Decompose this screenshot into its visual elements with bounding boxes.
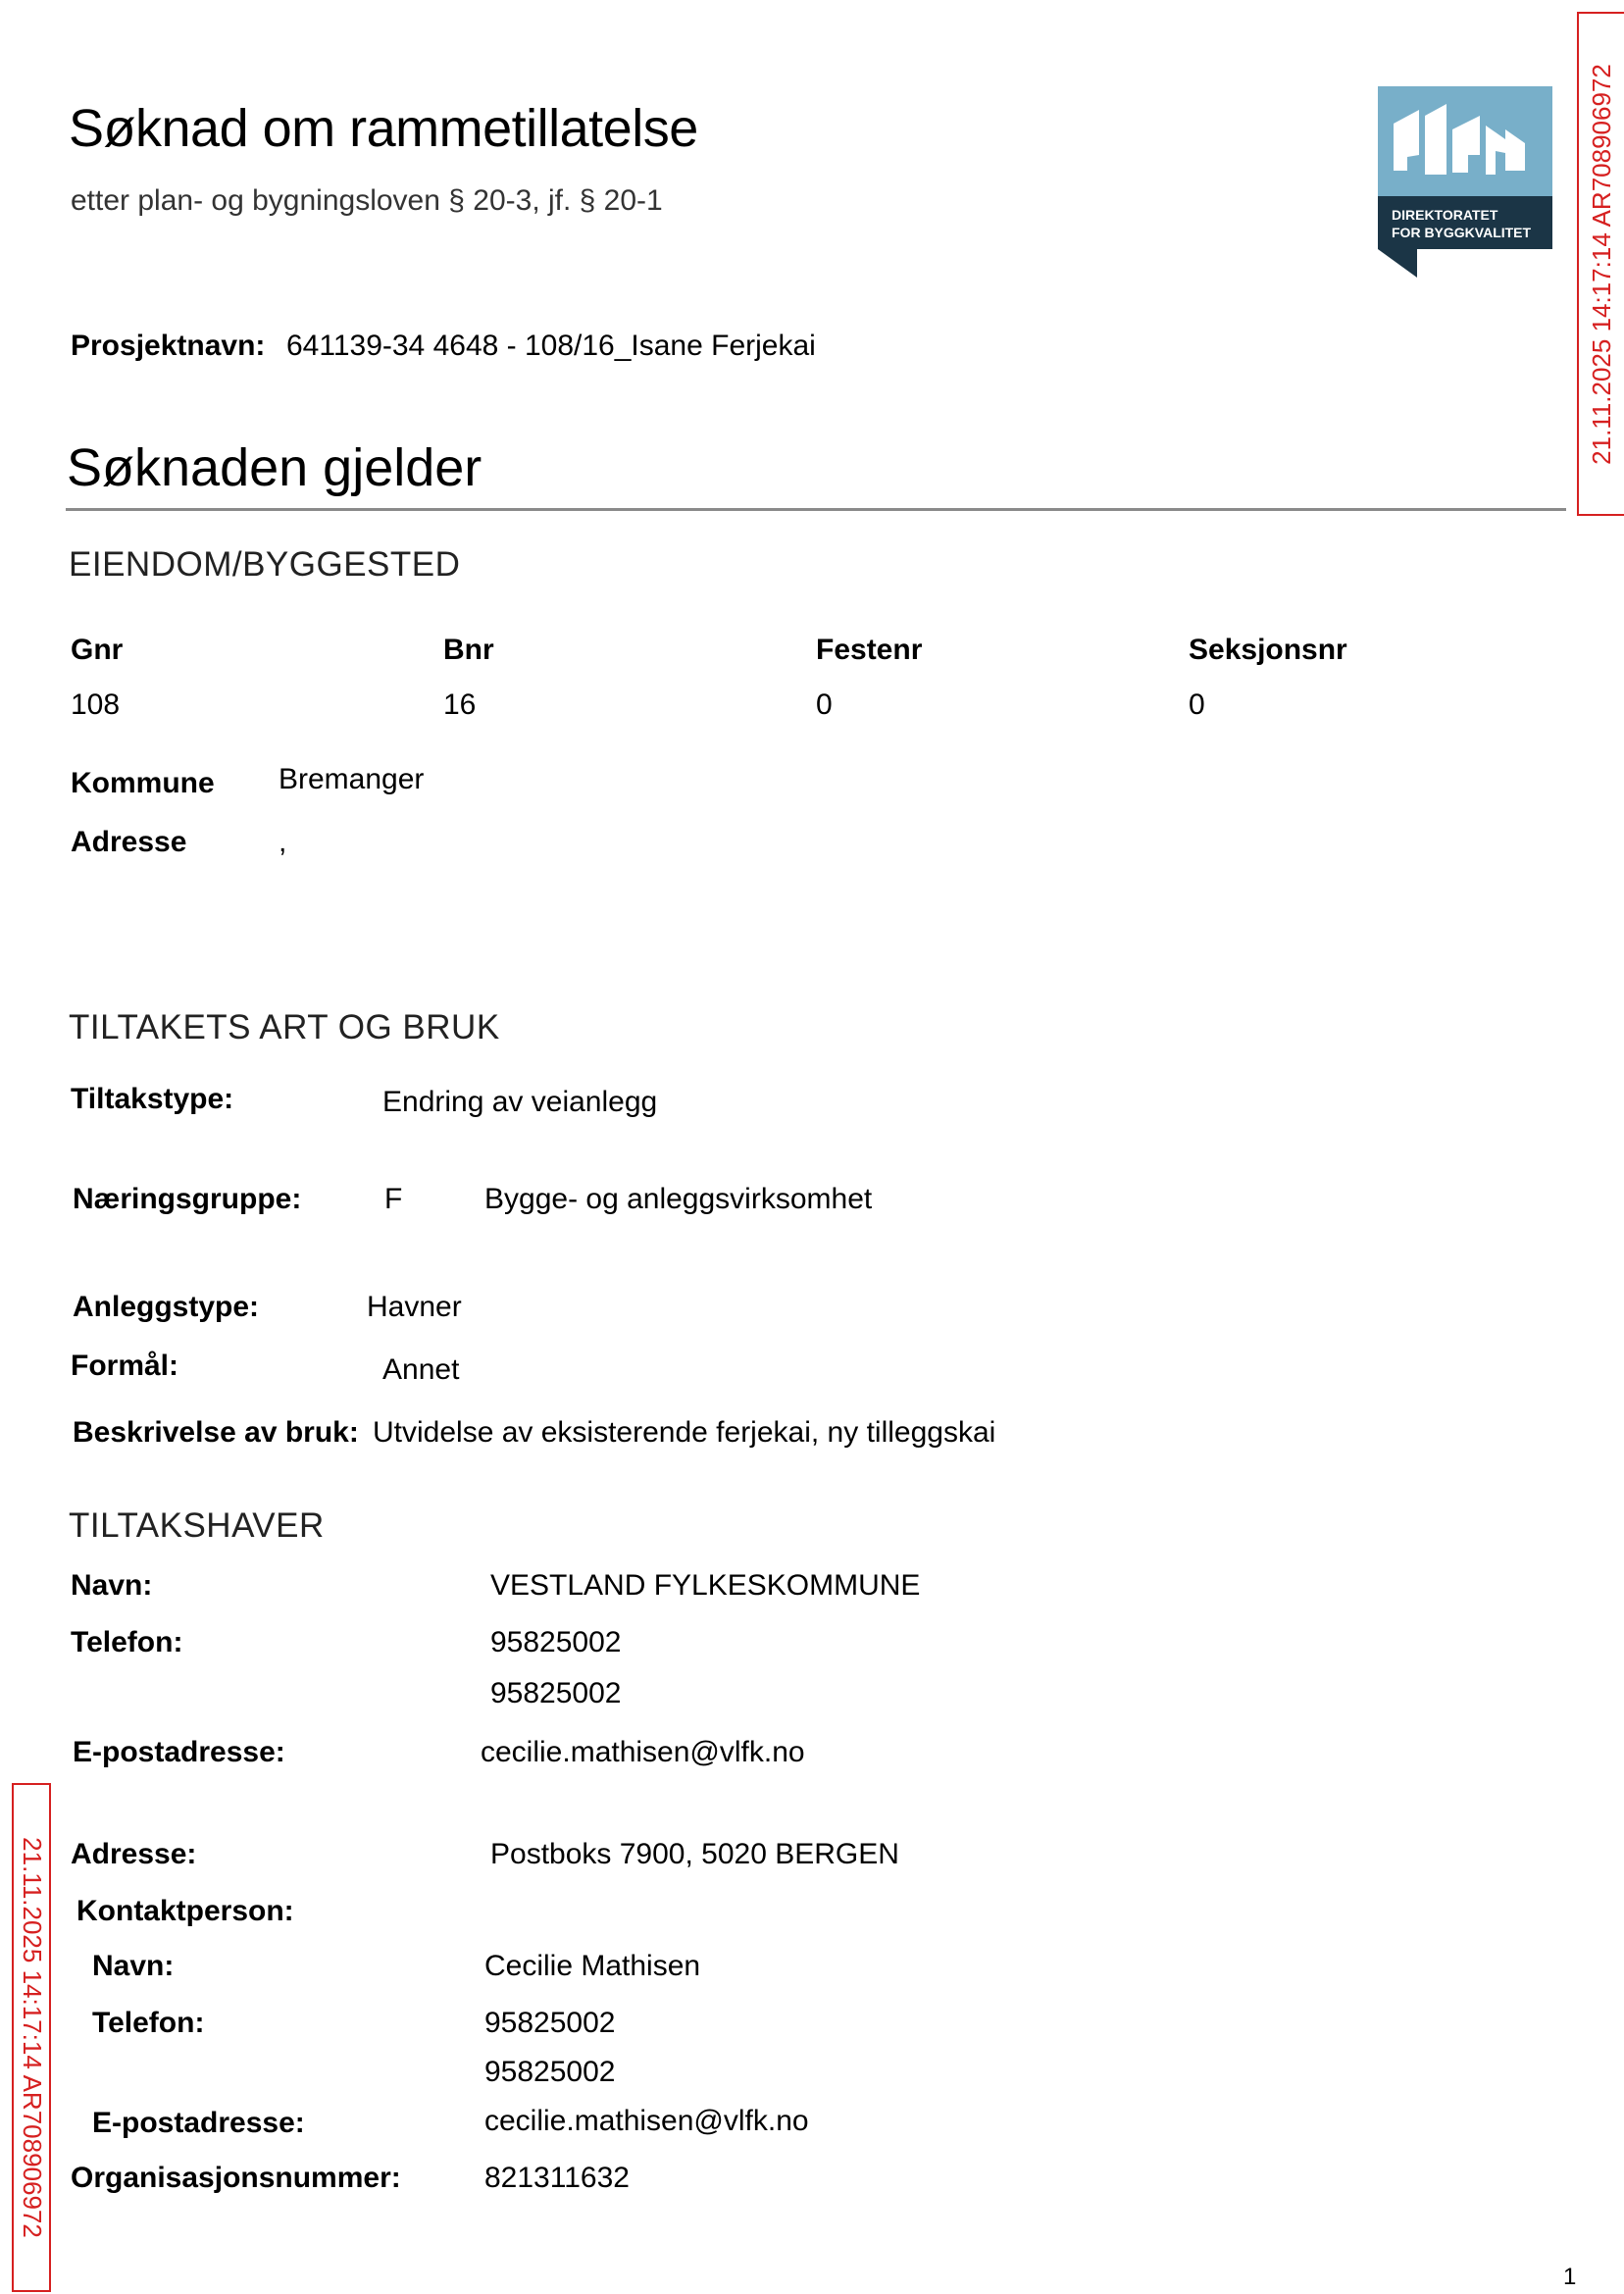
applicant-phone-value-1: 95825002 — [490, 1626, 622, 1658]
applicant-name-label: Navn: — [71, 1569, 153, 1602]
applicant-name-value: VESTLAND FYLKESKOMMUNE — [490, 1569, 921, 1602]
applicant-email-value: cecilie.mathisen@vlfk.no — [481, 1736, 805, 1768]
document-subtitle: etter plan- og bygningsloven § 20-3, jf. § 20-1 — [71, 184, 663, 217]
industry-label: Næringsgruppe: — [73, 1183, 302, 1215]
contact-email-value: cecilie.mathisen@vlfk.no — [484, 2105, 809, 2137]
stamp-text: 21.11.2025 14:17:14 AR708906972 — [1586, 63, 1616, 465]
applicant-phone-value-2: 95825002 — [490, 1677, 622, 1709]
measure-type-value: Endring av veianlegg — [382, 1086, 658, 1118]
seksjonsnr-value: 0 — [1189, 688, 1205, 721]
section-heading-applicant: TILTAKSHAVER — [69, 1506, 325, 1545]
org-number-value: 821311632 — [484, 2162, 630, 2194]
contact-phone-label: Telefon: — [92, 2007, 205, 2039]
festenr-label: Festenr — [816, 634, 923, 666]
purpose-label: Formål: — [71, 1350, 179, 1382]
document-title: Søknad om rammetillatelse — [69, 99, 698, 158]
measure-type-label: Tiltakstype: — [71, 1083, 234, 1115]
stamp-text: 21.11.2025 14:17:14 AR708906972 — [17, 1837, 47, 2238]
description-value: Utvidelse av eksisterende ferjekai, ny tilleggskai — [373, 1416, 996, 1449]
logo-line-1: DIREKTORATET — [1392, 207, 1498, 223]
festenr-value: 0 — [816, 688, 833, 721]
contact-person-label: Kontaktperson: — [76, 1895, 294, 1927]
municipality-value: Bremanger — [279, 763, 425, 795]
org-number-label: Organisasjonsnummer: — [71, 2162, 401, 2194]
purpose-value: Annet — [382, 1353, 460, 1386]
description-label: Beskrivelse av bruk: — [73, 1416, 359, 1449]
contact-name-value: Cecilie Mathisen — [484, 1950, 701, 1982]
industry-value: Bygge- og anleggsvirksomhet — [484, 1183, 873, 1215]
dibk-logo — [1378, 86, 1552, 278]
gnr-value: 108 — [71, 688, 121, 721]
contact-email-label: E-postadresse: — [92, 2107, 305, 2139]
bnr-label: Bnr — [443, 634, 494, 666]
facility-value: Havner — [367, 1291, 462, 1323]
applicant-phone-label: Telefon: — [71, 1626, 183, 1658]
section-heading-applies: Søknaden gjelder — [67, 438, 482, 497]
bnr-value: 16 — [443, 688, 477, 721]
page-number: 1 — [1563, 2264, 1577, 2290]
heading-divider — [66, 508, 1566, 511]
received-stamp-bottom — [12, 1783, 51, 2292]
applicant-email-label: E-postadresse: — [73, 1736, 285, 1768]
industry-code: F — [384, 1183, 403, 1215]
seksjonsnr-label: Seksjonsnr — [1189, 634, 1347, 666]
address-label: Adresse — [71, 826, 187, 858]
contact-phone-value-1: 95825002 — [484, 2007, 616, 2039]
applicant-address-label: Adresse: — [71, 1838, 197, 1870]
project-value: 641139-34 4648 - 108/16_Isane Ferjekai — [286, 330, 816, 362]
facility-label: Anleggstype: — [73, 1291, 260, 1323]
contact-phone-value-2: 95825002 — [484, 2056, 616, 2088]
applicant-address-value: Postboks 7900, 5020 BERGEN — [490, 1838, 899, 1870]
contact-name-label: Navn: — [92, 1950, 175, 1982]
municipality-label: Kommune — [71, 767, 215, 799]
gnr-label: Gnr — [71, 634, 124, 666]
address-value: , — [279, 826, 287, 858]
project-label: Prosjektnavn: — [71, 330, 266, 362]
section-heading-property: EIENDOM/BYGGESTED — [69, 545, 461, 584]
logo-line-2: FOR BYGGKVALITET — [1392, 225, 1532, 240]
section-heading-measure: TILTAKETS ART OG BRUK — [69, 1008, 500, 1046]
received-stamp-top — [1577, 12, 1624, 516]
